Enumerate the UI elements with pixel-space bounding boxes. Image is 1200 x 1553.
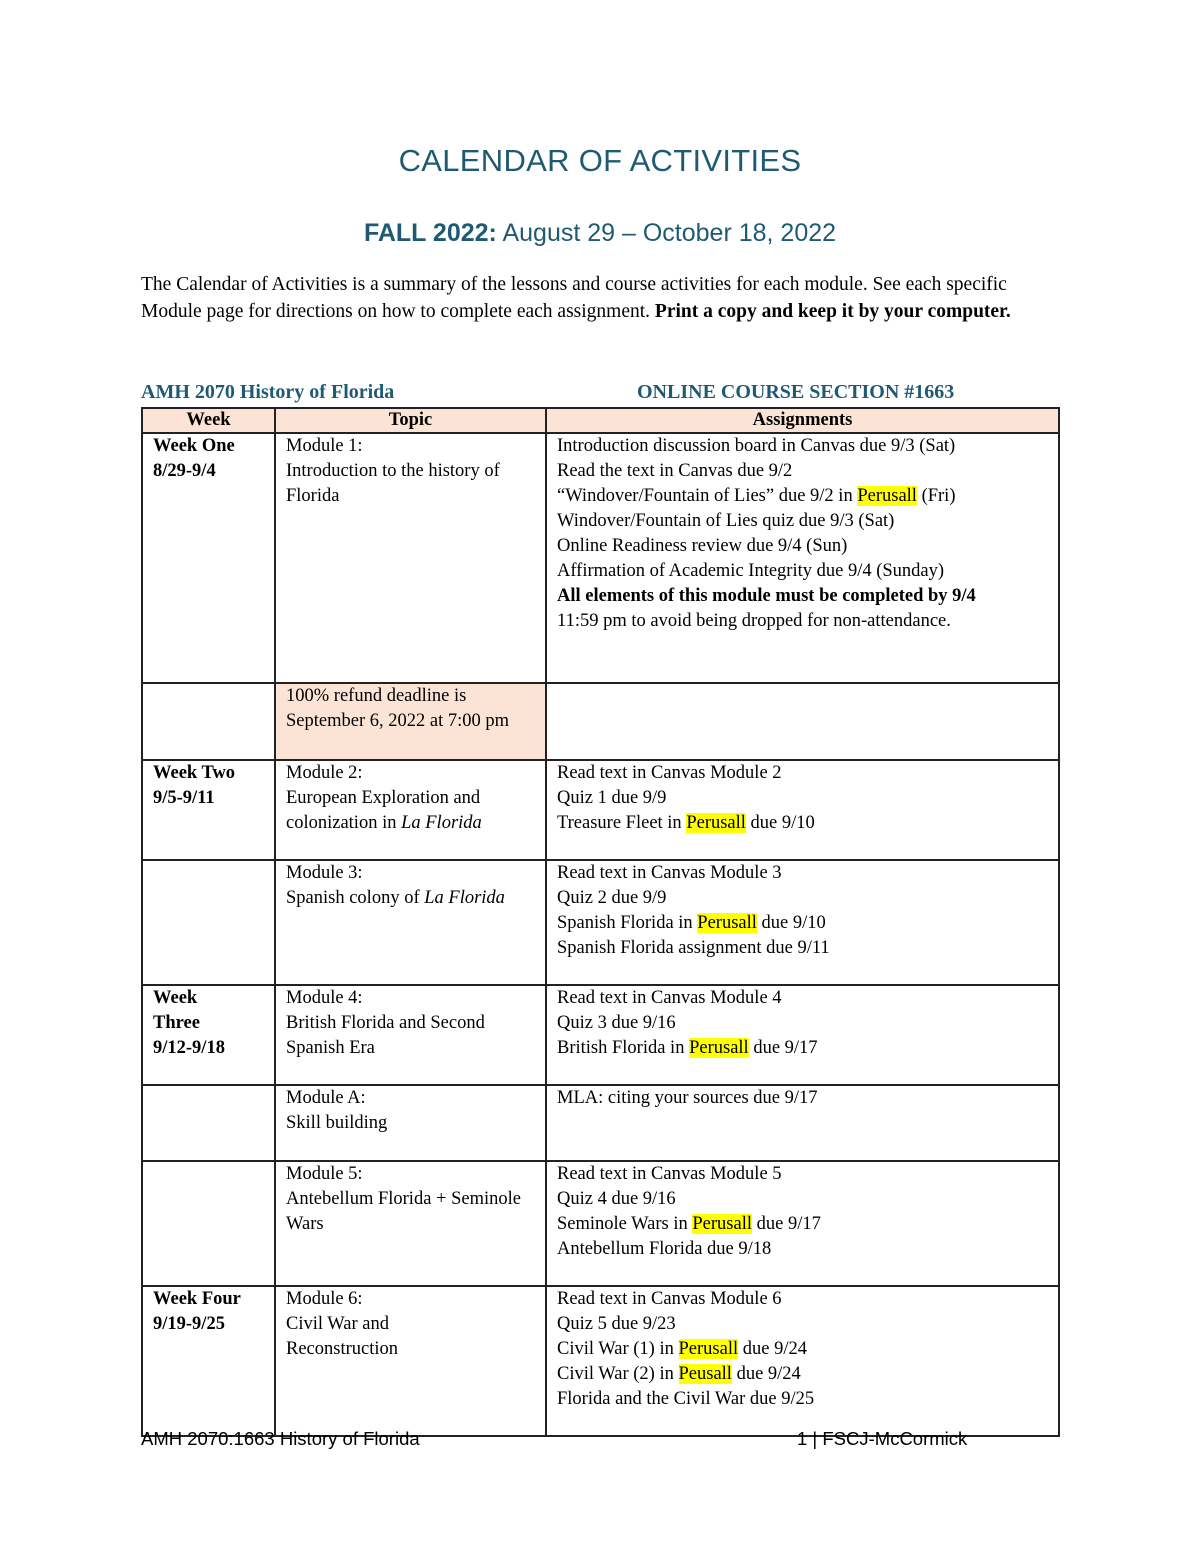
week-dates: 9/19-9/25 [153,1314,225,1334]
assignment-item: Read the text in Canvas due 9/2 [557,461,793,481]
course-name: AMH 2070 History of Florida [141,381,395,403]
assignment-item: Windover/Fountain of Lies quiz due 9/3 (Sat) [557,511,895,531]
intro-text: The Calendar of Activities is a summary of the lessons and course activities for each module. See each specific Module page for directions on how to complete each assignment. [141,274,1007,322]
topic-main: Spanish colony of [286,888,420,908]
week-dates: 9/5-9/11 [153,788,215,808]
assignment-item: Read text in Canvas Module 5 [557,1164,782,1184]
perusall-highlight: Perusall [678,1339,739,1359]
assignment-item: Florida and the Civil War due 9/25 [557,1389,815,1409]
topic-text: Antebellum Florida + Seminole Wars [286,1189,521,1234]
assignments-cell [546,683,1059,760]
assignment-item: Read text in Canvas Module 6 [557,1289,782,1309]
page-title: CALENDAR OF ACTIVITIES [398,143,802,178]
topic-cell [275,985,546,1085]
refund-text: 100% refund deadline is September 6, 2022 at 7:00 pm [286,686,509,731]
week-dates: 8/29-9/4 [153,461,216,481]
assignment-item: Antebellum Florida due 9/18 [557,1239,772,1259]
assignment-item: Quiz 4 due 9/16 [557,1189,676,1209]
assignment-item [557,1036,1052,1061]
module-label: Module 6: [286,1289,363,1309]
week-cell [142,1161,275,1286]
assignment-text: Spanish Florida in [557,913,693,933]
header-topic: Topic [275,408,546,433]
week-cell [142,860,275,985]
topic-main: European Exploration and colonization in [286,788,481,833]
module-label: Module 2: [286,763,363,783]
term-label: FALL 2022: [363,219,497,247]
footer-page: 1 | FSCJ-McCormick [797,1428,968,1449]
table-row [142,1085,1059,1161]
topic-cell [275,1286,546,1436]
topic-text [286,786,539,836]
week-cell [142,1286,275,1436]
assignment-item: Affirmation of Academic Integrity due 9/4 (Sunday) [557,561,945,581]
table-header-row [142,408,1059,433]
topic-text: Introduction to the history of Florida [286,461,500,506]
table-row [142,1161,1059,1286]
week-label: Week Four [153,1289,241,1309]
assignment-item: Read text in Canvas Module 4 [557,988,782,1008]
assignments-cell [546,1286,1059,1436]
perusall-highlight: Perusall [689,1038,749,1058]
topic-text: Civil War and Reconstruction [286,1314,399,1359]
perusall-highlight: Perusall [692,1214,752,1234]
assignment-item: Introduction discussion board in Canvas due 9/3 (Sat) [557,436,956,456]
assignment-text: due 9/10 [750,813,815,833]
topic-cell [275,1161,546,1286]
topic-cell [275,433,546,683]
topic-text: Skill building [286,1113,388,1133]
assignment-text: “Windover/Fountain of Lies” due 9/2 in [557,486,853,506]
assignment-item: Read text in Canvas Module 2 [557,763,782,783]
assignment-text: due 9/17 [753,1038,818,1058]
assignment-item: Quiz 3 due 9/16 [557,1013,676,1033]
perusall-highlight: Perusall [686,813,746,833]
topic-cell [275,1085,546,1161]
topic-text: British Florida and Second Spanish Era [286,1013,485,1058]
assignment-text: Civil War (1) in [557,1339,674,1359]
assignment-text: due 9/10 [761,913,826,933]
week-label: Week Three [153,988,200,1033]
assignment-item [557,911,1052,936]
assignment-item [557,1362,1052,1387]
table-row [142,760,1059,860]
intro-bold-text: Print a copy and keep it by your computer. [654,300,1011,322]
assignment-item: Read text in Canvas Module 3 [557,863,782,883]
table-row [142,1286,1059,1436]
course-section: ONLINE COURSE SECTION #1663 [637,381,955,403]
term-subtitle [0,219,1200,248]
assignment-item [557,811,1052,836]
assignment-item: Spanish Florida assignment due 9/11 [557,938,830,958]
assignment-item: All elements of this module must be completed by 9/4 [557,586,976,606]
module-label: Module A: [286,1088,366,1108]
assignment-item: Quiz 2 due 9/9 [557,888,667,908]
assignment-text: due 9/17 [756,1214,821,1234]
week-cell [142,985,275,1085]
module-label: Module 1: [286,436,363,456]
week-cell [142,760,275,860]
table-row [142,985,1059,1085]
assignments-cell [546,985,1059,1085]
week-dates: 9/12-9/18 [153,1038,225,1058]
assignment-item: Quiz 1 due 9/9 [557,788,667,808]
topic-text [286,886,539,911]
assignment-text: Seminole Wars in [557,1214,688,1234]
topic-cell [275,760,546,860]
topic-italic: La Florida [424,888,505,908]
assignment-item: 11:59 pm to avoid being dropped for non-attendance. [557,611,951,631]
assignment-item [557,484,1052,509]
peusall-highlight: Peusall [678,1364,732,1384]
assignment-item [557,1212,1052,1237]
assignment-text: due 9/24 [736,1364,801,1384]
refund-cell [275,683,546,760]
assignment-item: Quiz 5 due 9/23 [557,1314,676,1334]
header-assignments: Assignments [546,408,1059,433]
table-row [142,433,1059,683]
assignment-text: Civil War (2) in [557,1364,674,1384]
assignment-item: MLA: citing your sources due 9/17 [557,1088,818,1108]
module-label: Module 3: [286,863,363,883]
assignments-cell [546,1161,1059,1286]
week-label: Week Two [153,763,236,783]
assignments-cell [546,433,1059,683]
assignment-item: Online Readiness review due 9/4 (Sun) [557,536,848,556]
assignments-cell [546,760,1059,860]
topic-italic: La Florida [401,813,482,833]
week-cell [142,683,275,760]
assignments-cell [546,860,1059,985]
module-label: Module 4: [286,988,363,1008]
assignments-cell [546,1085,1059,1161]
assignment-item [557,1337,1052,1362]
assignment-text: British Florida in [557,1038,685,1058]
term-dates: August 29 – October 18, 2022 [502,219,837,247]
week-label: Week One [153,436,235,456]
intro-paragraph [141,272,1071,325]
header-week: Week [142,408,275,433]
perusall-highlight: Perusall [857,486,917,506]
week-cell [142,1085,275,1161]
table-row [142,683,1059,760]
footer-course: AMH 2070:1663 History of Florida [141,1428,420,1449]
week-cell [142,433,275,683]
assignment-text: due 9/24 [742,1339,807,1359]
table-row [142,860,1059,985]
perusall-highlight: Perusall [697,913,757,933]
calendar-table [141,407,1060,1437]
module-label: Module 5: [286,1164,363,1184]
topic-cell [275,860,546,985]
assignment-text: Treasure Fleet in [557,813,682,833]
assignment-text: (Fri) [921,486,956,506]
